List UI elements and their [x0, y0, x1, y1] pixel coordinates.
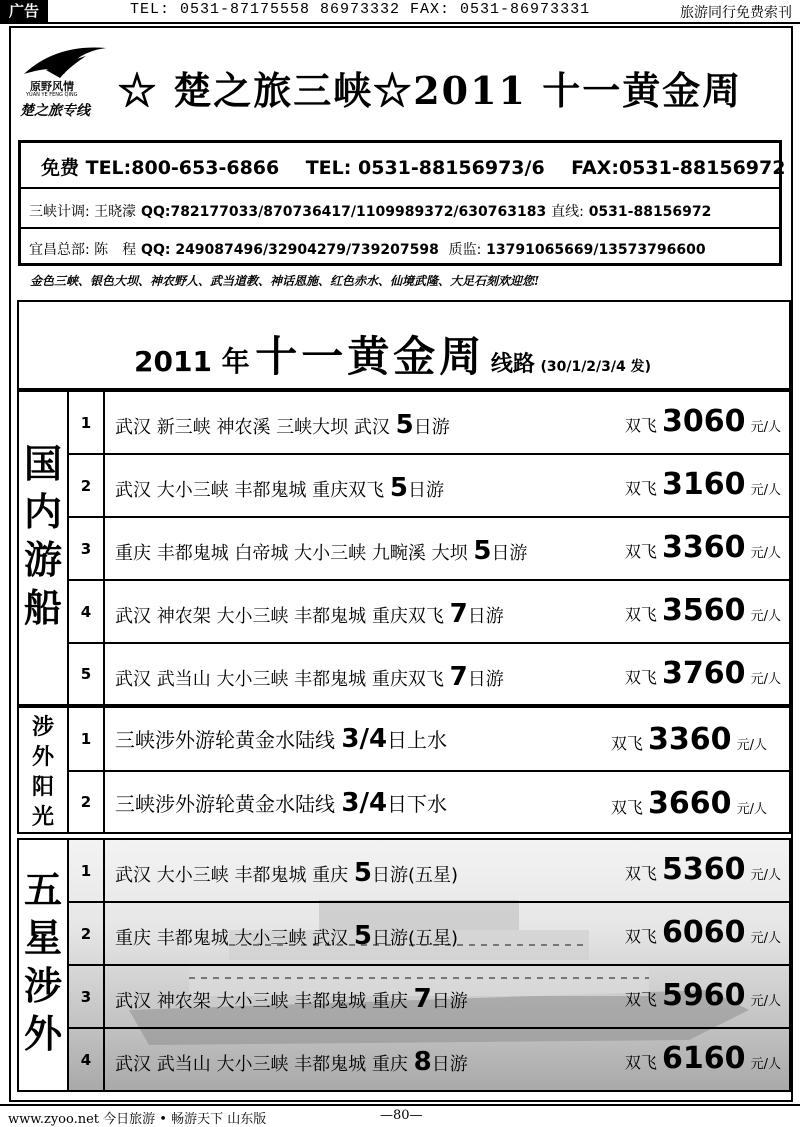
table-row	[69, 772, 789, 832]
route-suffix: 日游	[431, 991, 468, 1012]
row-number: 4	[69, 581, 105, 642]
fax: 0531-88156972	[618, 157, 786, 179]
line-heading-dates: (30/1/2/3/4 发)	[540, 359, 652, 375]
price-value: 6060	[662, 915, 746, 950]
price-unit: 元/人	[736, 802, 767, 817]
free-tel-label: 免费 TEL:	[41, 157, 132, 179]
divider	[21, 187, 779, 189]
contact-row-main	[41, 153, 786, 180]
footer-site[interactable]: www.zyoo.net 今日旅游 • 畅游天下 山东版	[8, 1112, 267, 1127]
section-domestic-cruise	[17, 390, 791, 706]
route	[115, 984, 468, 1014]
top-contact: TEL: 0531-87175558 86973332 FAX: 0531-86973331	[130, 1, 591, 18]
price-mode: 双飞	[624, 668, 657, 687]
planner-direct: 0531-88156972	[588, 204, 712, 220]
contact-row-planner	[29, 201, 769, 221]
price-mode: 双飞	[624, 479, 657, 498]
price-unit: 元/人	[750, 609, 781, 624]
route-text: 武汉 武当山 大小三峡 丰都鬼城 重庆双飞	[115, 669, 444, 690]
route-text: 武汉 神农架 大小三峡 丰都鬼城 重庆双飞	[115, 606, 444, 627]
price-value: 3160	[662, 467, 746, 502]
table-row	[69, 518, 789, 581]
route-suffix: 日游	[413, 417, 450, 438]
price-mode: 双飞	[624, 864, 657, 883]
price-unit: 元/人	[750, 1057, 781, 1072]
table-row	[69, 455, 789, 518]
section-foreign-sunshine	[17, 706, 791, 834]
row-number: 2	[69, 772, 105, 832]
line-heading-small: 线路	[490, 352, 535, 377]
price-value: 3660	[648, 786, 732, 821]
logo-sub: YUAN YE FENG QING	[26, 92, 78, 98]
route-suffix: 日游	[467, 669, 504, 690]
price	[625, 656, 781, 691]
route	[115, 1047, 468, 1077]
contact-info-box	[18, 140, 786, 266]
price-unit: 元/人	[750, 672, 781, 687]
row-number: 3	[69, 518, 105, 579]
route-text: 重庆 丰都鬼城 白帝城 大小三峡 九畹溪 大坝	[115, 543, 468, 564]
logo	[16, 34, 114, 130]
route	[115, 788, 447, 818]
price-value: 3360	[648, 722, 732, 757]
route	[115, 858, 458, 888]
price-unit: 元/人	[750, 994, 781, 1009]
route-days: 5	[395, 410, 414, 440]
route-days: 3/4	[341, 788, 388, 818]
hq-qq: QQ: 249087496/32904279/739207598	[141, 242, 439, 258]
price-unit: 元/人	[750, 868, 781, 883]
price-unit: 元/人	[750, 483, 781, 498]
route	[115, 724, 447, 754]
route-suffix: 日游	[408, 480, 444, 501]
top-right-text: 旅游同行免费索刊	[680, 5, 792, 21]
slogan: 金色三峡、银色大坝、神农野人、武当道教、神话恩施、红色赤水、仙境武隆、大足石刻欢迎您!	[30, 274, 540, 288]
row-number: 1	[69, 708, 105, 770]
row-number: 4	[69, 1029, 105, 1090]
hq-quality: 13791065669/13573796600	[486, 242, 706, 258]
route-suffix: 日游(五星)	[372, 928, 459, 949]
footer	[0, 1104, 800, 1126]
section-five-star	[17, 838, 791, 1092]
price-mode: 双飞	[624, 927, 657, 946]
route-days: 7	[449, 599, 468, 629]
row-number: 2	[69, 903, 105, 964]
route-days: 3/4	[341, 724, 388, 754]
route-text: 武汉 武当山 大小三峡 丰都鬼城 重庆	[115, 1054, 408, 1075]
route-text: 武汉 神农架 大小三峡 丰都鬼城 重庆	[115, 991, 408, 1012]
row-number: 1	[69, 840, 105, 901]
price-mode: 双飞	[624, 990, 657, 1009]
price-unit: 元/人	[736, 738, 767, 753]
price-unit: 元/人	[750, 931, 781, 946]
route-text: 重庆 丰都鬼城 大小三峡 武汉	[115, 928, 349, 949]
price	[625, 978, 781, 1013]
table-row	[69, 903, 789, 966]
price-value: 3060	[662, 404, 746, 439]
route-days: 5	[353, 921, 372, 951]
table-row	[69, 581, 789, 644]
price-unit: 元/人	[750, 420, 781, 435]
price-mode: 双飞	[624, 1053, 657, 1072]
route-days: 5	[473, 536, 492, 566]
free-tel: 800-653-6866	[131, 157, 280, 179]
line-heading-year: 2011 年	[134, 345, 250, 378]
route-days: 5	[353, 858, 372, 888]
route-suffix: 日下水	[387, 792, 448, 816]
price-mode: 双飞	[624, 605, 657, 624]
line-heading	[134, 324, 651, 384]
price	[625, 852, 781, 887]
price-mode: 双飞	[624, 542, 657, 561]
planner-direct-label: 直线:	[551, 204, 584, 220]
price-value: 5360	[662, 852, 746, 887]
planner-label: 三峡计调: 王晓濛	[29, 204, 137, 220]
row-number: 5	[69, 644, 105, 704]
route-suffix: 日上水	[387, 728, 448, 752]
row-number: 3	[69, 966, 105, 1027]
table-row	[69, 966, 789, 1029]
route-text: 武汉 大小三峡 丰都鬼城 重庆	[115, 865, 349, 886]
section-label: 五 星 涉 外	[19, 840, 69, 1090]
table-row	[69, 392, 789, 455]
price	[625, 593, 781, 628]
price-value: 3560	[662, 593, 746, 628]
table-row	[69, 708, 789, 772]
contact-row-hq	[29, 239, 769, 259]
route-text: 三峡涉外游轮黄金水陆线	[115, 792, 335, 816]
price	[625, 530, 781, 565]
price	[625, 915, 781, 950]
price-value: 5960	[662, 978, 746, 1013]
route	[115, 662, 504, 692]
route	[115, 599, 504, 629]
price-value: 3360	[662, 530, 746, 565]
planner-qq: QQ:782177033/870736417/1109989372/630763183	[141, 204, 547, 220]
fax-label: FAX:	[571, 157, 619, 179]
hq-quality-label: 质监:	[448, 242, 482, 258]
price-unit: 元/人	[750, 546, 781, 561]
price-value: 6160	[662, 1041, 746, 1076]
route-text: 武汉 新三峡 神农溪 三峡大坝 武汉	[115, 417, 390, 438]
route	[115, 410, 450, 440]
price-mode: 双飞	[624, 416, 657, 435]
route-suffix: 日游	[431, 1054, 468, 1075]
route	[115, 536, 527, 566]
table-row	[69, 840, 789, 903]
tel-label: TEL:	[305, 157, 352, 179]
route-suffix: 日游	[491, 543, 528, 564]
price	[611, 786, 767, 821]
price-value: 3760	[662, 656, 746, 691]
route-text: 三峡涉外游轮黄金水陆线	[115, 728, 335, 752]
logo-script: 楚之旅专线	[20, 103, 90, 119]
price	[625, 404, 781, 439]
table-row	[69, 644, 789, 704]
route	[115, 473, 444, 503]
tel: 0531-88156973/6	[358, 157, 545, 179]
price-mode: 双飞	[610, 734, 643, 753]
route-suffix: 日游(五星)	[372, 865, 459, 886]
route	[115, 921, 458, 951]
line-heading-box	[17, 300, 791, 390]
page-title: ☆ 楚之旅三峡☆2011 十一黄金周	[118, 68, 743, 113]
line-heading-big: 十一黄金周	[255, 332, 486, 381]
route-days: 8	[413, 1047, 432, 1077]
price	[625, 1041, 781, 1076]
divider	[21, 227, 779, 229]
page-number: —80—	[380, 1108, 423, 1123]
route-suffix: 日游	[467, 606, 504, 627]
price-mode: 双飞	[610, 798, 643, 817]
row-number: 2	[69, 455, 105, 516]
price	[625, 467, 781, 502]
logo-text: 原野风情	[30, 80, 74, 93]
route-text: 武汉 大小三峡 丰都鬼城 重庆双飞	[115, 480, 385, 501]
hq-label: 宜昌总部: 陈 程	[29, 242, 137, 258]
section-label: 涉 外 阳 光	[19, 708, 69, 832]
row-number: 1	[69, 392, 105, 453]
ad-tag: 广告	[0, 0, 48, 22]
route-days: 7	[413, 984, 432, 1014]
table-row	[69, 1029, 789, 1090]
section-label: 国 内 游 船	[19, 392, 69, 704]
route-days: 7	[449, 662, 468, 692]
route-days: 5	[389, 473, 408, 503]
price	[611, 722, 767, 757]
